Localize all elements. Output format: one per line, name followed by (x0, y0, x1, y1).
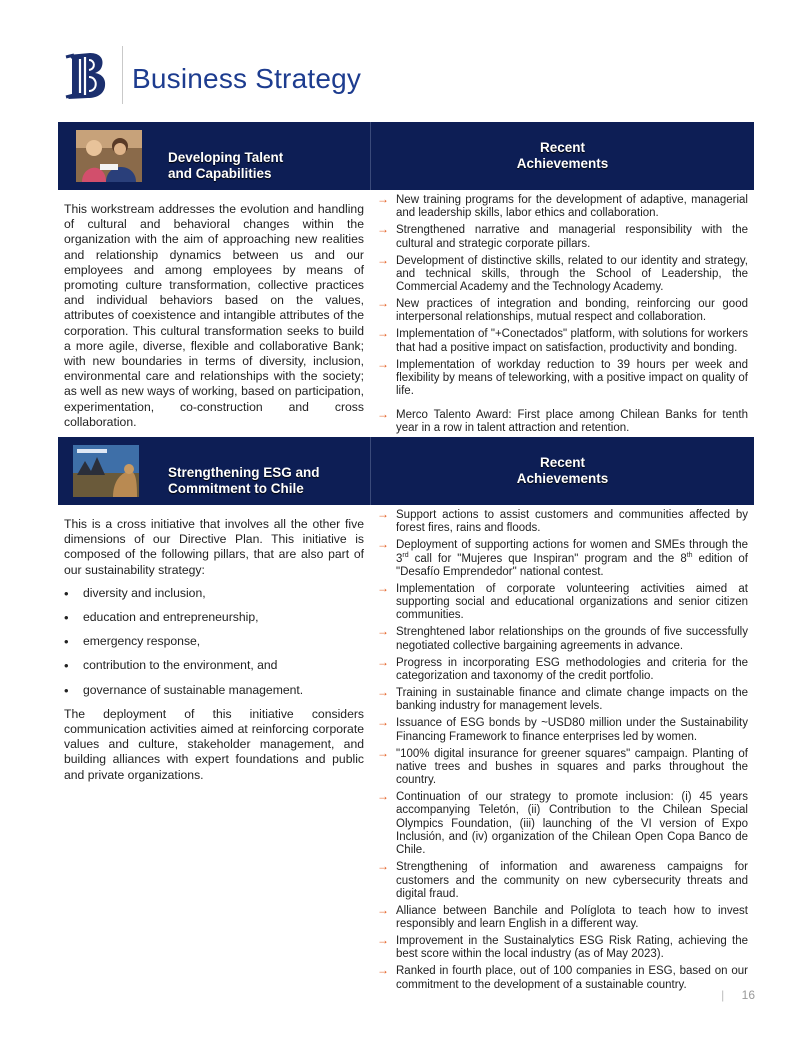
bullet-icon: • (64, 658, 69, 674)
people-photo-icon (76, 130, 142, 182)
achievement-item: → Strengthened narrative and managerial responsibility with the cultural and strategic corporate pillars. (377, 222, 748, 250)
bullet-icon: • (64, 610, 69, 626)
section-header-band (58, 437, 754, 505)
pillar-item: • emergency response, (64, 634, 201, 650)
arrow-icon: → (377, 745, 389, 760)
section-description (58, 190, 370, 439)
arrow-icon: → (377, 252, 389, 267)
closing-text: The deployment of this initiative considers communication activities aimed at reinforcing corporate values and culture, stakeholder management, and building alliances with expert foundations and public and private organizations. (64, 706, 364, 782)
section-description (58, 505, 370, 996)
achievement-item: → Strenghtened labor relationships on the grounds of five successfully negotiated collective bargaining agreements in advance. (377, 624, 748, 652)
achievement-item: → Merco Talento Award: First place among Chilean Banks for tenth year in a row in talent attraction and retention. (377, 406, 748, 434)
arrow-icon: → (377, 715, 389, 730)
achievement-item: → Continuation of our strategy to promote inclusion: (i) 45 years accompanying Teletón, (ii) Contribution to the Chilean Special Olympics Foundation, (iii) launching of the VI version of Expo Inclusión, and (iv) organization of the Chilean Open Copa Banco de Chile. (377, 789, 748, 857)
pillar-item: • diversity and inclusion, (64, 585, 206, 601)
achievement-item: → Implementation of workday reduction to 39 hours per week and flexibility by means of teleworking, with a positive impact on quality of life. (377, 356, 748, 398)
arrow-icon: → (377, 902, 389, 917)
bank-logo-icon (64, 49, 110, 101)
section-title (168, 465, 320, 497)
arrow-icon: → (377, 507, 389, 521)
achievement-item: → "100% digital insurance for greener squares" campaign. Planting of native trees and bushes in squares and parks throughout the country. (377, 745, 748, 787)
achievement-item: → New practices of integration and bonding, reinforcing our good interpersonal relationships, mutual respect and collaboration. (377, 296, 748, 324)
bullet-icon: • (64, 585, 69, 601)
achievements-heading-line2: Achievements (516, 156, 609, 171)
pillar-item: • contribution to the environment, and (64, 658, 278, 674)
section-title-line2: and Capabilities (168, 166, 272, 181)
achievement-item: → Implementation of "+Conectados" platform, with solutions for workers that had a positive impact on satisfaction, productivity and bonding. (377, 326, 748, 354)
arrow-icon: → (377, 624, 389, 639)
arrow-icon: → (377, 859, 389, 874)
page-footer (721, 988, 755, 1002)
achievement-item: → New training programs for the development of adaptive, managerial and leadership skills, labor ethics and collaboration. (377, 192, 748, 220)
pillar-item: • education and entrepreneurship, (64, 610, 259, 626)
arrow-icon: → (377, 580, 389, 595)
description-text: This workstream addresses the evolution and handling of cultural and behavioral changes within the organization with the aim of approaching new realities and relationship dynamics between us and our employees and among employees by means of promoting culture transformation, collective practices and individual behaviors based on the values, attributes of coexistence and intangible attributes of the corporation. This cultural transformation seeks to build a more agile, diverse, flexible and collaborative Bank; with new boundaries in terms of diversity, inclusion, environmental care and relationships with the society; as well as new ways of working, based on participation, experimentation, co-construction and cross collaboration. (64, 202, 364, 429)
achievement-item: → Deployment of supporting actions for women and SMEs through the 3rd call for "Mujeres que Inspiran" program and the 8th edition of "Desafío Emprendedor" national contest. (377, 537, 749, 578)
arrow-icon: → (377, 222, 389, 237)
achievement-item: → Issuance of ESG bonds by ~USD80 million under the Sustainability Financing Framework to finance enterprises led by women. (377, 715, 748, 743)
achievement-item: → Ranked in fourth place, out of 100 companies in ESG, based on our commitment to the development of a sustainable country. (377, 963, 748, 991)
achievement-item: → Support actions to assist customers and communities affected by forest fires, rains and floods. (377, 507, 748, 535)
achievement-item: → Strengthening of information and awareness campaigns for customers and the community on new cybersecurity threats and digital fraud. (377, 859, 748, 900)
section-developing-talent (58, 122, 754, 439)
header-divider (122, 46, 123, 104)
section-title-line1: Strengthening ESG and (168, 465, 320, 480)
bullet-icon: • (64, 634, 69, 650)
achievements-heading-line2: Achievements (516, 471, 609, 486)
section-title-line1: Developing Talent (168, 150, 284, 165)
arrow-icon: → (377, 537, 389, 552)
achievement-item: → Implementation of corporate volunteering activities aimed at supporting social and educational organizations and senior citizen communities. (377, 580, 748, 622)
achievements-heading (517, 455, 609, 487)
landscape-photo-icon (64, 445, 148, 497)
arrow-icon: → (377, 654, 389, 669)
footer-divider: | (721, 988, 725, 1002)
page-header (64, 46, 361, 104)
achievements-list (370, 190, 754, 439)
achievement-item: → Progress in incorporating ESG methodologies and criteria for the categorization and taxonomy of the credit portfolio. (377, 654, 748, 683)
arrow-icon: → (377, 685, 389, 699)
arrow-icon: → (377, 789, 389, 804)
page-number: 16 (741, 988, 755, 1002)
section-header-band (58, 122, 754, 190)
section-title-line2: Commitment to Chile (168, 481, 304, 496)
achievements-list (370, 505, 754, 996)
arrow-icon: → (377, 356, 389, 371)
pillar-item: • governance of sustainable management. (64, 682, 304, 698)
achievement-item: → Improvement in the Sustainalytics ESG Risk Rating, achieving the best score within the local industry (as of May 2023). (377, 933, 748, 961)
arrow-icon: → (377, 933, 389, 948)
achievements-heading (517, 140, 609, 172)
page-title: Business Strategy (132, 63, 362, 94)
description-text: This is a cross initiative that involves all the other five dimensions of our Directive Plan. This initiative is composed of the following pillars, that are also part of our sustainability strategy: (64, 517, 364, 577)
achievement-item: → Development of distinctive skills, related to our identity and strategy, and technical skills, through the School of Leadership, the Commercial Academy and the Technology Academy. (377, 252, 748, 294)
bullet-icon: • (64, 682, 69, 698)
achievement-item: → Training in sustainable finance and climate change impacts on the banking industry for management levels. (377, 685, 748, 713)
arrow-icon: → (377, 963, 389, 978)
arrow-icon: → (377, 406, 389, 421)
section-title (168, 150, 283, 182)
achievements-heading-line1: Recent (539, 455, 585, 470)
arrow-icon: → (377, 326, 389, 341)
arrow-icon: → (377, 296, 389, 311)
section-esg-commitment (58, 437, 754, 996)
achievement-item: → Alliance between Banchile and Políglota to teach how to invest responsibly and learn English in a different way. (377, 902, 748, 931)
achievements-heading-line1: Recent (539, 140, 585, 155)
arrow-icon: → (377, 192, 389, 206)
